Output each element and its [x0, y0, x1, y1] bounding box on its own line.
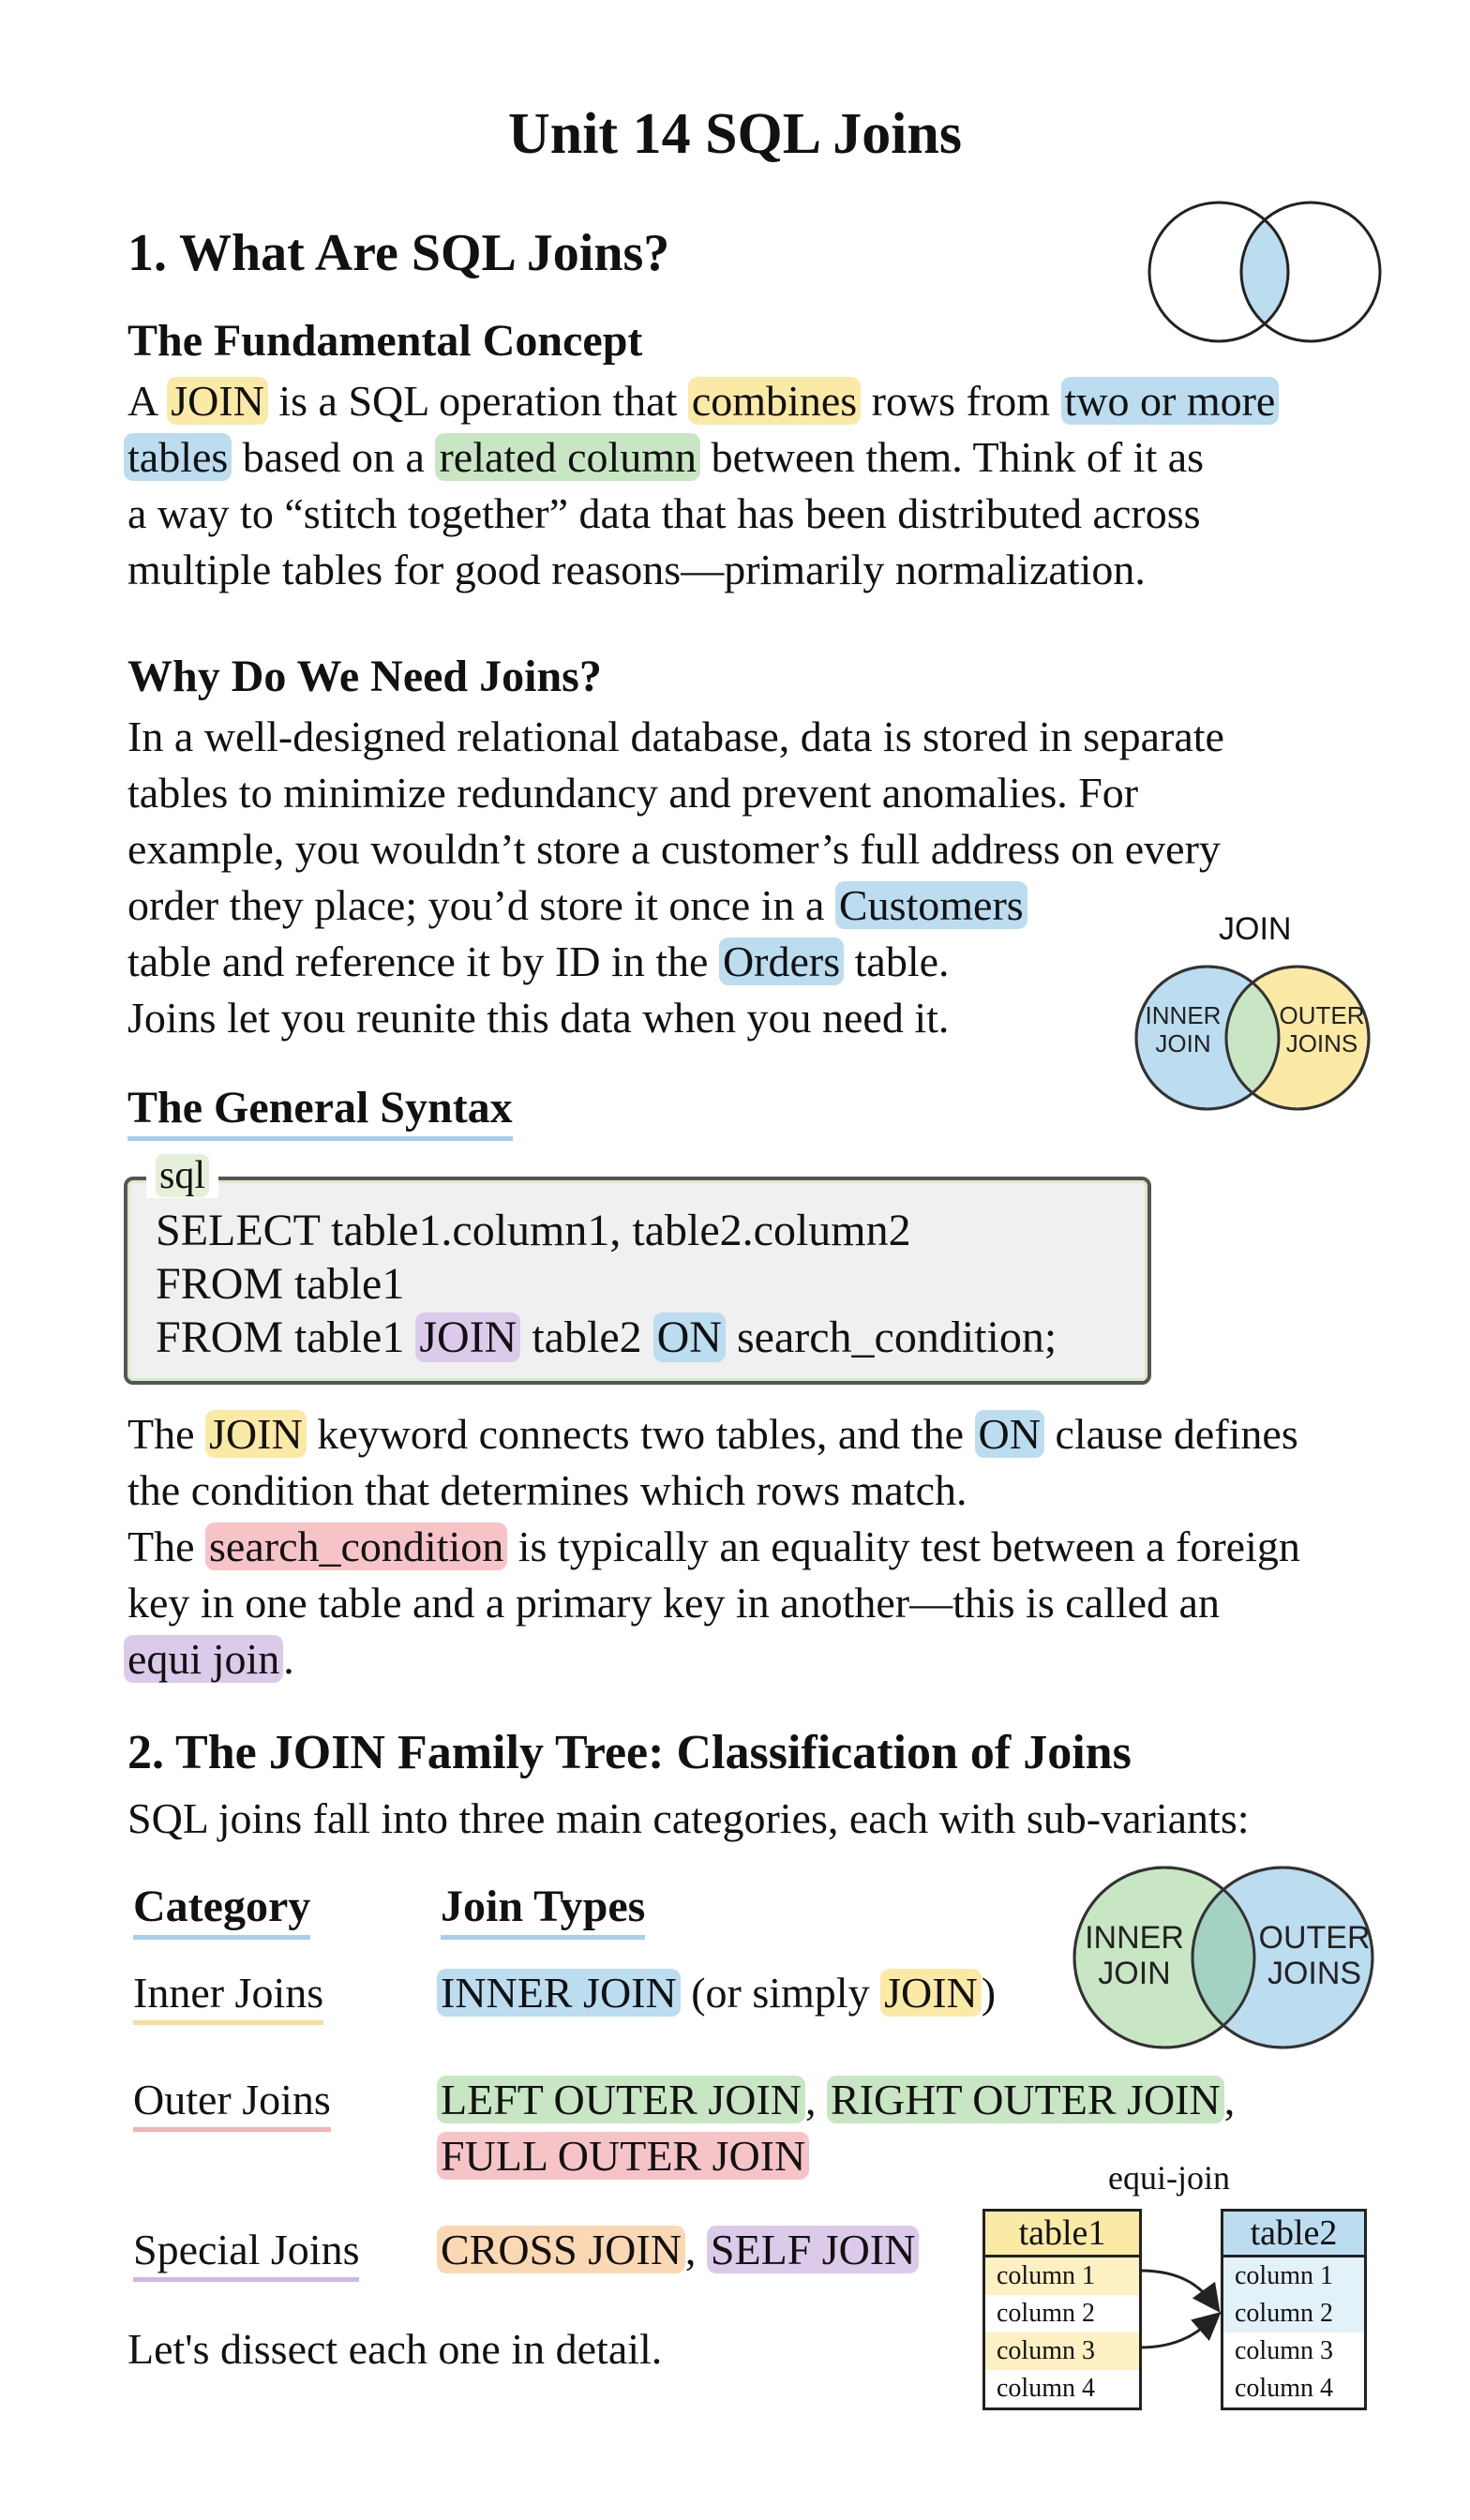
concept-line-3: a way to “stitch together” data that has been distributed across: [128, 489, 1201, 537]
outer-join-types-line-1: LEFT OUTER JOIN, RIGHT OUTER JOIN,: [437, 2072, 1235, 2128]
code-line-2: FROM table1: [156, 1259, 405, 1309]
venn3-left-label-1: INNER: [1085, 1920, 1184, 1956]
table1-column: column 1: [985, 2258, 1139, 2295]
section1-heading: 1. What Are SQL Joins?: [128, 224, 670, 282]
explain-keyword-join: JOIN: [205, 1410, 307, 1458]
venn2-title: JOIN: [1219, 911, 1292, 947]
keyword-tables: tables: [124, 433, 232, 481]
explain-line-4: key in one table and a primary key in another—this is called an: [128, 1579, 1220, 1627]
keyword-combines: combines: [688, 377, 861, 425]
code-keyword-on: ON: [653, 1312, 726, 1362]
column-header-join-types: Join Types: [441, 1881, 645, 1932]
keyword-two-or-more: two or more: [1061, 377, 1280, 425]
table1-column: column 4: [997, 2374, 1095, 2403]
why-line-5: table and reference it by ID in the Orders table.: [128, 938, 950, 985]
join-arrows-icon: [1136, 2250, 1224, 2372]
code-line-1: SELECT table1.column1, table2.column2: [156, 1206, 911, 1255]
code-keyword-join: JOIN: [415, 1312, 520, 1362]
table1-column: column 3: [985, 2332, 1139, 2370]
concept-line-4: multiple tables for good reasons—primarily normalization.: [128, 546, 1146, 593]
special-join-types: CROSS JOIN, SELF JOIN: [437, 2222, 919, 2278]
explain-line-1: The JOIN keyword connects two tables, and the ON clause defines: [128, 1410, 1298, 1458]
category-special-joins: Special Joins: [133, 2222, 359, 2278]
type-left-outer-join: LEFT OUTER JOIN: [437, 2076, 805, 2123]
code-language-label: sql: [146, 1153, 218, 1198]
type-full-outer-join: FULL OUTER JOIN: [437, 2132, 809, 2180]
why-line-1: In a well-designed relational database, data is stored in separate: [128, 712, 1224, 760]
section2-heading: 2. The JOIN Family Tree: Classification of Joins: [128, 1726, 1132, 1779]
venn3-left-label-2: JOIN: [1098, 1956, 1171, 1991]
explain-keyword-search-condition: search_condition: [205, 1522, 507, 1570]
code-line-3: FROM table1 JOIN table2 ON search_condition;: [156, 1312, 1058, 1362]
why-line-6: Joins let you reunite this data when you need it.: [128, 994, 950, 1042]
outer-join-types-line-2: [437, 2128, 809, 2184]
concept-line-2: tables based on a related column between them. Think of it as: [124, 429, 1204, 486]
type-join: JOIN: [880, 1969, 982, 2017]
venn3-right-label-1: OUTER: [1258, 1920, 1371, 1956]
category-inner-joins: Inner Joins: [133, 1965, 323, 2021]
keyword-join: JOIN: [167, 377, 268, 425]
concept-line-1: A JOIN is a SQL operation that combines rows from two or more: [128, 373, 1279, 429]
table2-column: column 1: [1223, 2258, 1364, 2295]
category-outer-joins: Outer Joins: [133, 2072, 331, 2128]
explain-line-5: equi join.: [124, 1631, 294, 1688]
equi-join-label: equi-join: [1108, 2159, 1230, 2197]
syntax-heading: The General Syntax: [128, 1082, 513, 1133]
page-title: Unit 14 SQL Joins: [507, 102, 963, 166]
table2-header: table2: [1223, 2212, 1364, 2258]
why-line-3: example, you wouldn’t store a customer’s full address on every: [128, 825, 1221, 873]
keyword-orders: Orders: [719, 938, 844, 985]
table2-column: column 4: [1235, 2374, 1333, 2403]
table2-column: column 2: [1223, 2295, 1364, 2332]
venn2-right-label-2: JOINS: [1285, 1029, 1358, 1058]
venn3-right-label-2: JOINS: [1267, 1956, 1362, 1991]
explain-line-2: the condition that determines which rows match.: [128, 1466, 968, 1514]
why-line-2: tables to minimize redundancy and prevent anomalies. For: [128, 769, 1139, 817]
column-header-category: Category: [133, 1881, 310, 1932]
section2-intro: SQL joins fall into three main categories, each with sub-variants:: [128, 1794, 1250, 1842]
type-right-outer-join: RIGHT OUTER JOIN: [827, 2076, 1224, 2123]
table2-diagram: [1221, 2209, 1367, 2410]
type-self-join: SELF JOIN: [707, 2226, 920, 2273]
venn-inner-join-icon: [1142, 197, 1388, 347]
venn-inner-outer-icon: [1131, 960, 1378, 1116]
why-line-4: order they place; you’d store it once in a Customers: [128, 878, 1028, 934]
venn-join-family-icon: [1069, 1862, 1380, 2053]
closing-text: Let's dissect each one in detail.: [128, 2325, 663, 2373]
inner-join-types: INNER JOIN (or simply JOIN): [437, 1965, 996, 2021]
venn2-left-label-2: JOIN: [1155, 1029, 1211, 1058]
explain-line-3: The search_condition is typically an equality test between a foreign: [128, 1522, 1300, 1570]
table1-column: column 2: [997, 2299, 1095, 2328]
type-inner-join: INNER JOIN: [437, 1969, 681, 2017]
keyword-customers: Customers: [835, 881, 1028, 929]
venn2-right-label-1: OUTER: [1279, 1001, 1365, 1029]
table1-header: table1: [985, 2212, 1139, 2258]
table1-diagram: [982, 2209, 1142, 2410]
concept-heading: The Fundamental Concept: [128, 316, 643, 366]
explain-keyword-on: ON: [975, 1410, 1044, 1458]
why-heading: Why Do We Need Joins?: [128, 652, 602, 701]
venn2-left-label-1: INNER: [1145, 1001, 1222, 1029]
type-cross-join: CROSS JOIN: [437, 2226, 685, 2273]
keyword-related-column: related column: [435, 433, 700, 481]
table2-column: column 3: [1235, 2336, 1333, 2365]
explain-keyword-equi-join: equi join: [124, 1635, 283, 1683]
